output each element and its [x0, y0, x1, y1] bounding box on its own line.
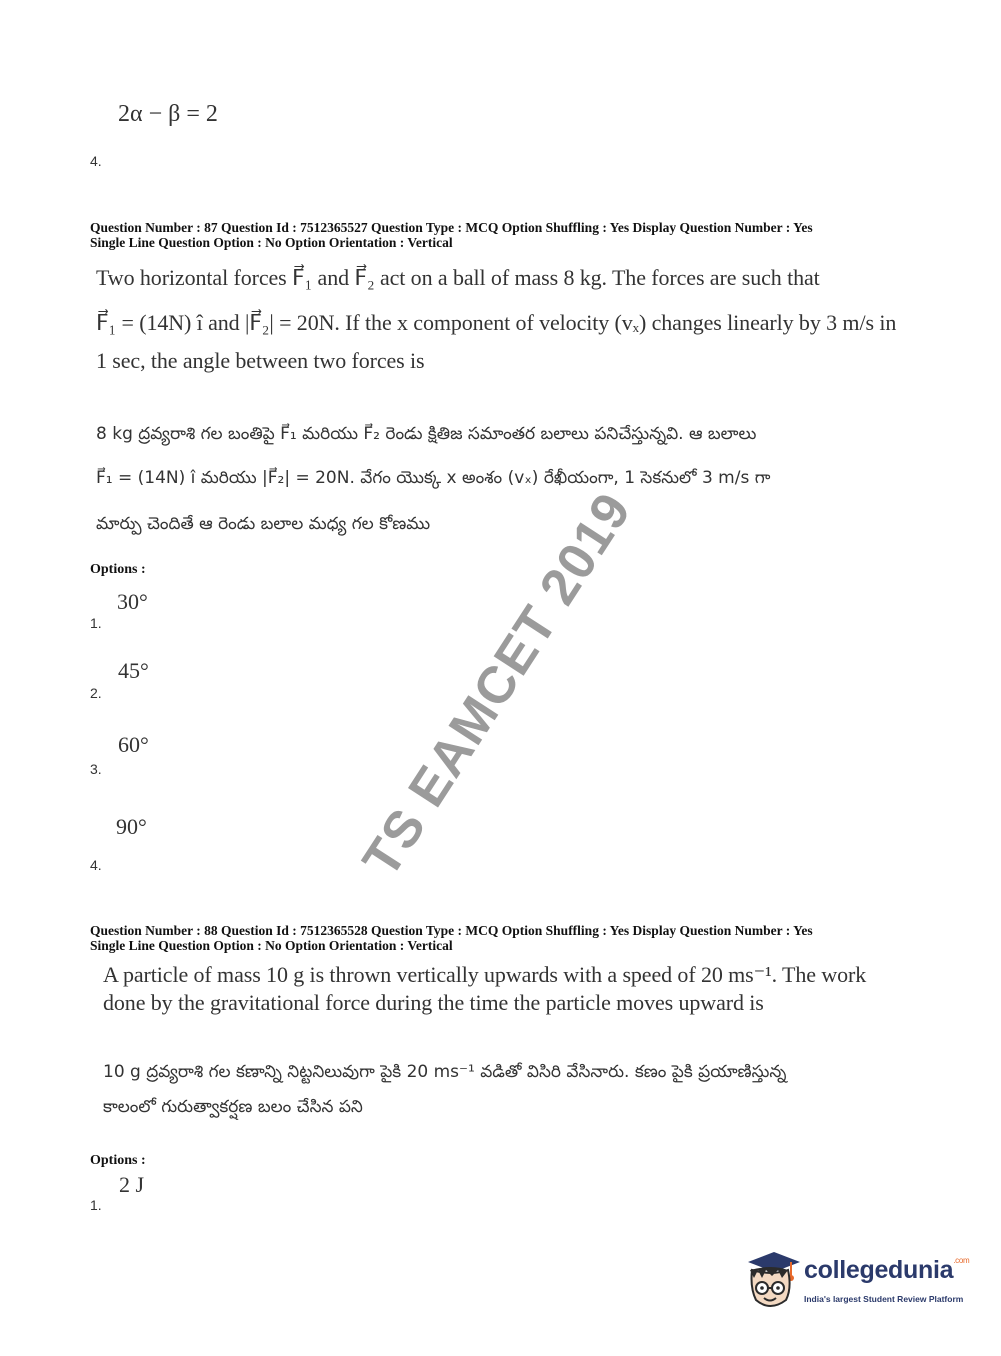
- q88-option-value: 2 J: [119, 1172, 145, 1197]
- q87-english-line3: 1 sec, the angle between two forces is: [96, 348, 425, 373]
- collegedunia-logo[interactable]: [742, 1248, 972, 1318]
- logo-suffix: .com: [953, 1256, 970, 1265]
- q87-meta-line2: Single Line Question Option : No Option Orientation : Vertical: [90, 235, 453, 250]
- mascot-icon: [742, 1248, 802, 1318]
- logo-tagline: India's largest Student Review Platform: [804, 1294, 964, 1304]
- q87-option-number[interactable]: 1.: [90, 615, 102, 631]
- q88-meta-line2: Single Line Question Option : No Option Orientation : Vertical: [90, 938, 453, 953]
- logo-name: collegedunia: [804, 1256, 954, 1284]
- q87-option-value: 30°: [117, 589, 148, 614]
- prev-option4-number: 4.: [90, 153, 102, 169]
- q87-meta-line1: Question Number : 87 Question Id : 7512365527 Question Type : MCQ Option Shuffling : Yes Display Question Number : Yes: [90, 220, 813, 235]
- q88-english-line1: A particle of mass 10 g is thrown vertically upwards with a speed of 20 ms⁻¹. The work: [103, 962, 867, 987]
- logo-wordmark: [804, 1256, 969, 1285]
- q87-english-line2: F⃗₁ = (14N) î and |F⃗₂| = 20N. If the x component of velocity (vₓ) changes linearly by 3 m/s in: [96, 310, 897, 335]
- q87-option-value: 90°: [116, 814, 147, 839]
- q87-english-line1: Two horizontal forces F⃗₁ and F⃗₂ act on a ball of mass 8 kg. The forces are such that: [96, 265, 820, 290]
- q87-option-number[interactable]: 3.: [90, 761, 102, 777]
- q87-option-value: 60°: [118, 732, 149, 757]
- q88-telugu-line2: కాలంలో గురుత్వాకర్షణ బలం చేసిన పని: [103, 1097, 363, 1117]
- q87-option-number[interactable]: 4.: [90, 857, 102, 873]
- q87-options-label: Options :: [90, 562, 146, 577]
- q88-options-label: Options :: [90, 1153, 146, 1168]
- q88-meta-line1: Question Number : 88 Question Id : 7512365528 Question Type : MCQ Option Shuffling : Yes Display Question Number : Yes: [90, 923, 813, 938]
- q87-option-value: 45°: [118, 658, 149, 683]
- q87-telugu-line2: F⃗₁ = (14N) î మరియు |F⃗₂| = 20N. వేగం యొక్క x అంశం (vₓ) రేఖీయంగా, 1 సెకనులో 3 m/s గా: [96, 468, 771, 488]
- q88-option-number[interactable]: 1.: [90, 1197, 102, 1213]
- q88-english-line2: done by the gravitational force during the time the particle moves upward is: [103, 990, 764, 1015]
- prev-option4-math: 2α − β = 2: [118, 101, 218, 127]
- q87-option-number[interactable]: 2.: [90, 685, 102, 701]
- q87-telugu-line1: 8 kg ద్రవ్యరాశి గల బంతిపై F⃗₁ మరియు F⃗₂ రెండు క్షితిజ సమాంతర బలాలు పనిచేస్తున్నవి. ఆ బలాలు: [96, 424, 757, 444]
- watermark-text: TS EAMCET 2019: [351, 482, 643, 888]
- q88-telugu-line1: 10 g ద్రవ్యరాశి గల కణాన్ని నిట్టనిలువుగా పైకి 20 ms⁻¹ వడితో విసిరి వేసినారు. కణం పైకి ప్రయాణిస్తున్న: [103, 1062, 787, 1082]
- q87-telugu-line3: మార్పు చెందితే ఆ రెండు బలాల మధ్య గల కోణము: [96, 514, 431, 534]
